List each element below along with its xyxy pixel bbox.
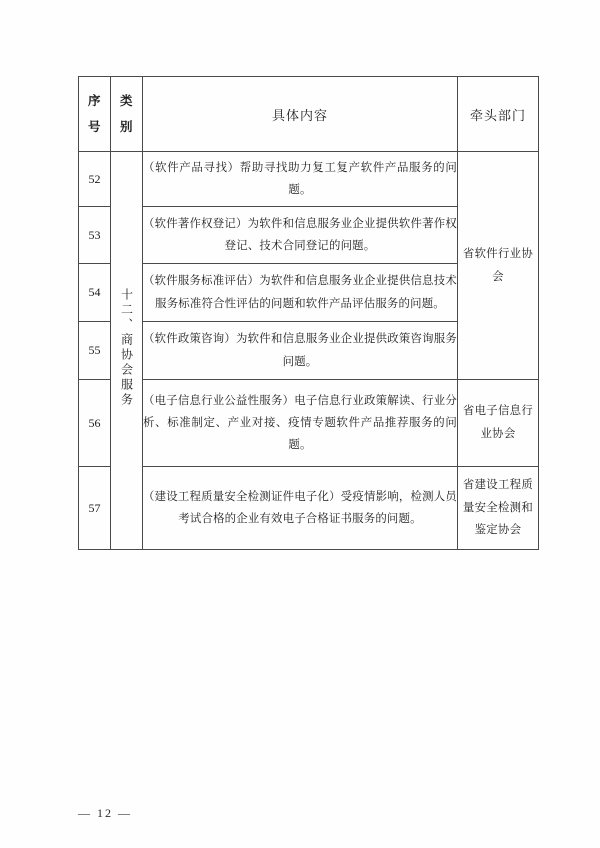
row-detail: （软件著作权登记）为软件和信息服务业企业提供软件著作权登记、技术合同登记的问题。 bbox=[143, 207, 458, 264]
table-row bbox=[79, 380, 539, 467]
row-department: 省软件行业协会 bbox=[458, 152, 539, 380]
row-sequence: 55 bbox=[79, 322, 111, 380]
row-sequence: 53 bbox=[79, 207, 111, 264]
table-header-row bbox=[79, 77, 539, 152]
row-sequence: 54 bbox=[79, 264, 111, 322]
row-sequence: 56 bbox=[79, 380, 111, 467]
row-department: 省电子信息行业协会 bbox=[458, 380, 539, 467]
row-detail: （软件政策咨询）为软件和信息服务业企业提供政策咨询服务问题。 bbox=[143, 322, 458, 380]
header-sequence-line1: 序 bbox=[87, 94, 101, 108]
services-table bbox=[78, 76, 539, 550]
header-category-line1: 类 bbox=[119, 94, 133, 108]
row-detail: （建设工程质量安全检测证件电子化）受疫情影响，检测人员考试合格的企业有效电子合格证书服务的问题。 bbox=[143, 467, 458, 550]
header-department: 牵头部门 bbox=[458, 77, 539, 152]
header-sequence bbox=[79, 77, 111, 152]
row-department: 省建设工程质量安全检测和鉴定协会 bbox=[458, 467, 539, 550]
header-category bbox=[111, 77, 143, 152]
row-detail: （电子信息行业公益性服务）电子信息行业政策解读、行业分析、标准制定、产业对接、疫情专题软件产品推荐服务的问题。 bbox=[143, 380, 458, 467]
table-row bbox=[79, 467, 539, 550]
table-row bbox=[79, 152, 539, 207]
row-sequence: 57 bbox=[79, 467, 111, 550]
row-detail: （软件服务标准评估）为软件和信息服务业企业提供信息技术服务标准符合性评估的问题和软件产品评估服务的问题。 bbox=[143, 264, 458, 322]
category-label: 十二、商协会服务 bbox=[119, 288, 134, 408]
page-number: — 12 — bbox=[78, 806, 132, 820]
header-detail: 具体内容 bbox=[143, 77, 458, 152]
category-merged-cell bbox=[111, 152, 143, 550]
row-detail: （软件产品寻找）帮助寻找助力复工复产软件产品服务的问题。 bbox=[143, 152, 458, 207]
header-sequence-line2: 号 bbox=[87, 119, 101, 134]
row-sequence: 52 bbox=[79, 152, 111, 207]
header-category-line2: 别 bbox=[119, 119, 133, 134]
